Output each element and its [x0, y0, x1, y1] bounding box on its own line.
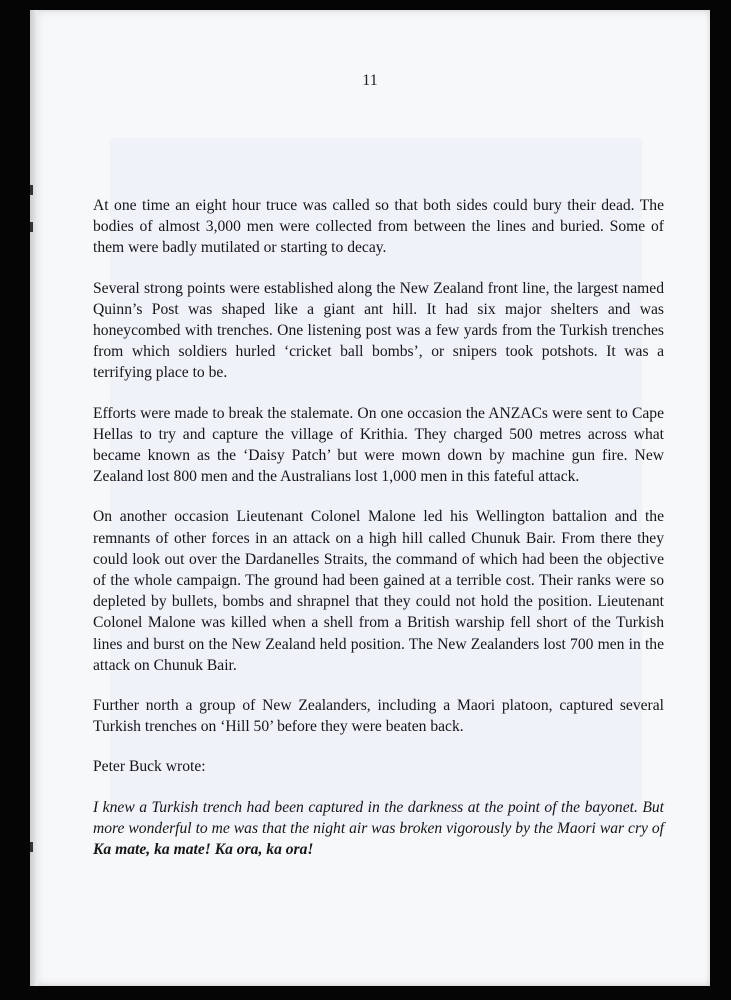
- page-number: 11: [362, 72, 378, 89]
- page-gutter-shadow: [30, 10, 38, 986]
- paragraph-stalemate: Efforts were made to break the stalemate. On one occasion the ANZACs were sent to Cape Hellas to try and capture the village of Krithia. They charged 500 metres across what became known as the ‘Daisy Patch’ but were mown down by machine gun fire. New Zealand lost 800 men and the Australians lost 1,000 men in this fateful attack.: [93, 404, 664, 486]
- paragraph-peter-buck-intro: Peter Buck wrote:: [93, 758, 206, 776]
- binding-mark: [30, 842, 33, 852]
- body-text: [93, 195, 664, 879]
- paragraph-chunuk-bair: On another occasion Lieutenant Colonel Malone led his Wellington battalion and the remnants of other forces in an attack on a high hill called Chunuk Bair. From there they could look out over the Dardanelles Straits, the command of which had been the objective of the whole campaign. The ground had been gained at a terrible cost. Their ranks were so depleted by bullets, bombs and shrapnel that they could not hold the position. Lieutenant Colonel Malone was killed when a shell from a British warship fell short of the Turkish lines and burst on the New Zealand held position. The New Zealanders lost 700 men in the attack on Chunuk Bair.: [93, 508, 664, 674]
- paragraph-hill-50: Further north a group of New Zealanders, including a Maori platoon, captured several Turkish trenches on ‘Hill 50’ before they were beaten back.: [93, 697, 664, 736]
- peter-buck-quote: [93, 797, 664, 861]
- paragraph-strong-points: Several strong points were established along the New Zealand front line, the largest named Quinn’s Post was shaped like a giant ant hill. It had six major shelters and was honeycombed with trenches. One listening post was a few yards from the Turkish trenches from which soldiers hurled ‘cricket ball bombs’, or snipers took potshots. It was a terrifying place to be.: [93, 279, 664, 382]
- book-page: [30, 10, 710, 986]
- quote-text: I knew a Turkish trench had been captured in the darkness at the point of the bayonet. But more wonderful to me was that the night air was broken vigorously by the Maori war cry of: [93, 798, 664, 837]
- paragraph-truce: At one time an eight hour truce was called so that both sides could bury their dead. The bodies of almost 3,000 men were collected from between the lines and buried. Some of them were badly mutilated or starting to decay.: [93, 197, 664, 257]
- maori-war-cry: Ka mate, ka mate! Ka ora, ka ora!: [93, 841, 314, 859]
- binding-mark: [30, 222, 33, 232]
- binding-mark: [30, 185, 33, 195]
